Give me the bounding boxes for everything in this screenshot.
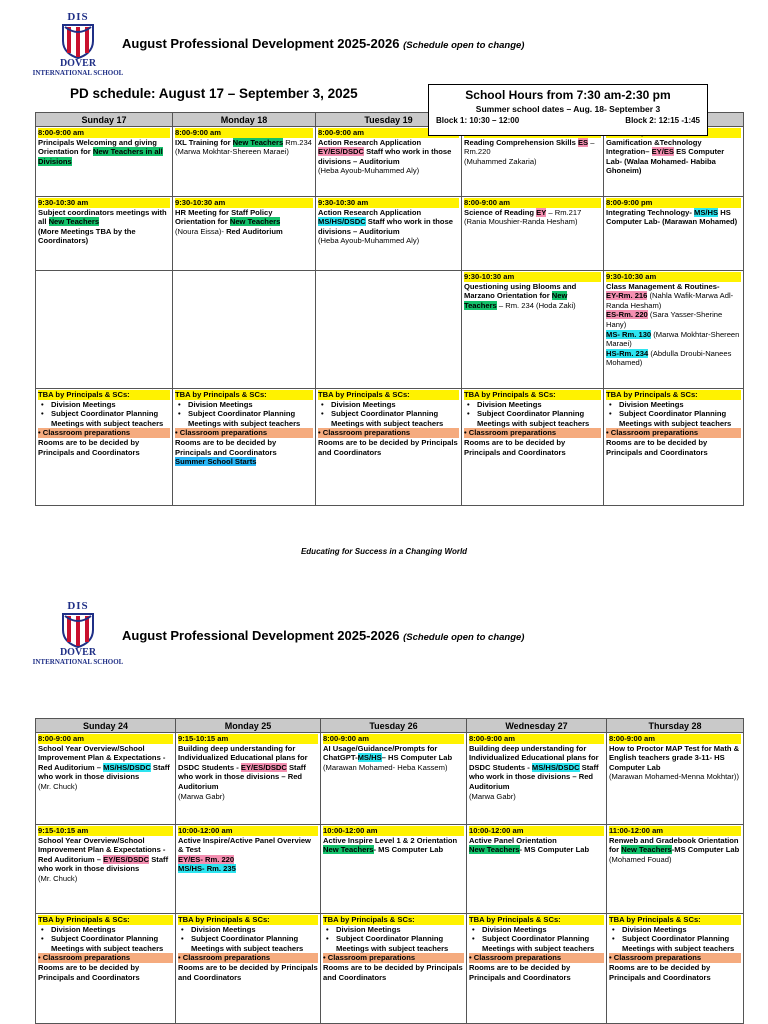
- list-item: • Subject Coordinator Planning Meetings with subject teachers: [622, 934, 741, 953]
- table-row: [36, 733, 744, 825]
- list-item: • Subject Coordinator Planning Meetings with subject teachers: [482, 934, 604, 953]
- tba-title: TBA by Principals & SCs:: [464, 390, 601, 400]
- classroom-prep: • Classroom preparations: [469, 953, 604, 963]
- session-title: Renweb and Gradebook Orientation for: [609, 835, 739, 855]
- session-cell: [604, 127, 744, 197]
- audience-highlight: MS/HS/DSDC: [318, 217, 366, 227]
- session-time: 8:00-9:00 am: [609, 734, 741, 744]
- audience-highlight: New Teachers in all Divisions: [38, 147, 163, 166]
- prep-label: Classroom preparations: [322, 428, 411, 438]
- tba-cell: [316, 389, 462, 506]
- audience-highlight: EY/ES/DSDC: [318, 147, 364, 157]
- audience-highlight: EY: [536, 207, 547, 217]
- tba-cell: [462, 389, 604, 506]
- session-time: 9:15-10:15 am: [38, 826, 173, 836]
- tba-cell: [173, 389, 316, 506]
- table-row: [36, 825, 744, 914]
- summer-dates: Summer school dates – Aug. 18- September 3: [475, 104, 661, 114]
- rooms-note: Rooms are to be decided by Principals and Coordinators: [606, 437, 708, 457]
- logo-intl-text: INTERNATIONAL SCHOOL: [32, 658, 124, 666]
- prep-label: Classroom preparations: [468, 428, 557, 438]
- block2-text: Block 2: 12:15 -1:45: [625, 116, 700, 125]
- tba-list: [323, 925, 464, 954]
- tba-cell: [36, 389, 173, 506]
- session-title: Principals Welcoming and giving Orientation for: [38, 137, 157, 157]
- list-item: • Subject Coordinator Planning Meetings with subject teachers: [477, 409, 601, 428]
- rooms-note: Rooms are to be decided by Principals and Coordinators: [323, 962, 463, 982]
- session-title: School Year Overview/School Improvement Plan & Expectations - Red Auditorium –: [38, 743, 166, 772]
- title-note: (Schedule open to change): [403, 40, 525, 51]
- rooms-note: Rooms are to be decided by Principals and Coordinators: [469, 962, 571, 982]
- audience-highlight: New Teachers: [229, 217, 281, 227]
- session-cell: [36, 197, 173, 271]
- session-detail: Staff who work in those divisions: [38, 762, 170, 782]
- session-cell: [173, 197, 316, 271]
- presenters: (Heba Ayoub-Muhammed Aly): [318, 166, 420, 176]
- list-item: • Subject Coordinator Planning Meetings with subject teachers: [188, 409, 313, 428]
- room-highlight: EY/ES- Rm. 220: [178, 854, 235, 864]
- list-item: • Subject Coordinator Planning Meetings with subject teachers: [51, 934, 173, 953]
- classroom-prep: • Classroom preparations: [323, 953, 464, 963]
- audience-highlight: ES: [577, 137, 589, 147]
- tba-title: TBA by Principals & SCs:: [469, 915, 604, 925]
- page-title: [122, 36, 524, 51]
- session-time: 8:00-9:00 am: [469, 734, 604, 744]
- tba-title: TBA by Principals & SCs:: [175, 390, 313, 400]
- session-cell: [607, 825, 744, 914]
- empty-cell: [36, 271, 173, 389]
- prep-label: Classroom preparations: [610, 428, 699, 438]
- presenters: (Mohamed Fouad): [609, 854, 672, 864]
- tba-cell: [36, 914, 176, 1024]
- session-detail: – Rm.217: [546, 207, 582, 217]
- classroom-prep: • Classroom preparations: [318, 428, 459, 438]
- list-item: • Subject Coordinator Planning Meetings with subject teachers: [619, 409, 741, 428]
- session-detail: (More Meetings TBA by the Coordinators): [38, 226, 136, 246]
- table-row: [36, 271, 744, 389]
- session-time: 8:00-9:00 am: [38, 734, 173, 744]
- tba-cell: [321, 914, 467, 1024]
- classroom-prep: • Classroom preparations: [38, 428, 170, 438]
- tba-cell: [607, 914, 744, 1024]
- presenters: (Noura Eissa)-: [175, 226, 227, 236]
- session-time: 8:00-9:00 am: [464, 198, 601, 208]
- empty-cell: [316, 271, 462, 389]
- audience-highlight: New Teachers: [464, 291, 568, 310]
- session-cell: [604, 197, 744, 271]
- audience-highlight: EY/ES/DSDC: [240, 762, 287, 772]
- audience-highlight: MS/HS: [694, 207, 719, 217]
- session-detail: HS Computer Lab- (Marawan Mohamed): [606, 207, 738, 227]
- session-cell: [321, 733, 467, 825]
- session-title: HR Meeting for Staff Policy Orientation for: [175, 207, 273, 227]
- tba-cell: [176, 914, 321, 1024]
- presenters: (Nahla Wafik-Marwa Adl-Randa Hesham): [606, 291, 734, 310]
- tba-title: TBA by Principals & SCs:: [38, 390, 170, 400]
- presenters: (Marwa Mokhtar-Shereen Maraei): [606, 329, 740, 349]
- week2-day-2: Monday 25: [176, 719, 321, 733]
- rooms-note: Rooms are to be decided by Principals and Coordinators: [175, 437, 277, 457]
- session-detail: Staff who work in those divisions – Red Auditorium: [178, 762, 306, 791]
- week2-day-3: Tuesday 26: [321, 719, 467, 733]
- week2-day-4: Wednesday 27: [467, 719, 607, 733]
- location: Red Auditorium: [226, 226, 283, 236]
- list-item: • Division Meetings: [51, 400, 170, 410]
- session-time: 8:00-9:00 am: [38, 128, 170, 138]
- audience-highlight: New Teachers: [232, 137, 284, 147]
- session-detail: - MS Computer Lab: [373, 845, 444, 855]
- school-logo: [22, 601, 134, 666]
- session-cell: [316, 197, 462, 271]
- list-item: • Subject Coordinator Planning Meetings with subject teachers: [191, 934, 318, 953]
- presenters: (Marwa Gabr): [178, 791, 225, 801]
- crest-icon: [61, 23, 95, 59]
- rooms-note: Rooms are to be decided by Principals and Coordinators: [464, 437, 566, 457]
- session-cell: [173, 127, 316, 197]
- tba-list: [38, 400, 170, 429]
- classroom-prep: • Classroom preparations: [609, 953, 741, 963]
- logo-dis-text: DIS: [67, 600, 89, 612]
- session-title: AI Usage/Guidance/Prompts for ChatGPT-: [323, 743, 438, 763]
- session-title: Active Inspire/Active Panel Overview & Test: [178, 835, 311, 855]
- list-item: • Subject Coordinator Planning Meetings with subject teachers: [336, 934, 464, 953]
- tba-cell: [604, 389, 744, 506]
- presenters: (Abdulla Droubi-Nanees Mohamed): [606, 348, 732, 368]
- crest-icon: [61, 612, 95, 648]
- classroom-prep: • Classroom preparations: [606, 428, 741, 438]
- logo-dover-text: DOVER: [59, 647, 97, 658]
- tba-list: [175, 400, 313, 429]
- classroom-prep: • Classroom preparations: [464, 428, 601, 438]
- session-cell: [462, 127, 604, 197]
- session-time: 8:00-9:00 pm: [606, 198, 741, 208]
- session-title: Questioning using Blooms and Marzano Orientation for: [464, 281, 577, 301]
- logo-intl-text: INTERNATIONAL SCHOOL: [32, 69, 124, 77]
- prep-label: Classroom preparations: [327, 953, 416, 963]
- list-item: • Division Meetings: [188, 400, 313, 410]
- session-title: Action Research Application: [318, 207, 422, 217]
- classroom-prep: • Classroom preparations: [38, 953, 173, 963]
- session-time: 10:00-12:00 am: [323, 826, 464, 836]
- tba-list: [469, 925, 604, 954]
- tba-list: [609, 925, 741, 954]
- audience-highlight: New Teachers: [323, 845, 374, 855]
- audience-highlight: New Teachers: [48, 217, 100, 227]
- title-note: (Schedule open to change): [403, 632, 525, 643]
- tba-list: [38, 925, 173, 954]
- hours-title: School Hours from 7:30 am-2:30 pm: [465, 88, 671, 102]
- week2-table: [35, 718, 744, 1024]
- prep-label: Classroom preparations: [613, 953, 702, 963]
- session-detail: Staff who work in those divisions – Auditorium: [318, 147, 452, 166]
- week1-day-1: Sunday 17: [36, 113, 173, 127]
- title-text: August Professional Development 2025-2026: [122, 36, 400, 51]
- presenters: (Heba Ayoub-Muhammed Aly): [318, 236, 420, 246]
- tba-cell: [467, 914, 607, 1024]
- session-time: 9:15-10:15 am: [178, 734, 318, 744]
- school-logo: [22, 12, 134, 77]
- session-title: Subject coordinators meetings with all: [38, 207, 167, 227]
- room-highlight: MS- Rm. 130: [606, 329, 652, 339]
- tba-title: TBA by Principals & SCs:: [178, 915, 318, 925]
- tba-title: TBA by Principals & SCs:: [323, 915, 464, 925]
- tba-title: TBA by Principals & SCs:: [318, 390, 459, 400]
- logo-dover-text: DOVER: [59, 58, 97, 69]
- audience-highlight: New Teachers: [469, 845, 520, 855]
- session-detail: – Rm.220: [464, 137, 595, 157]
- rooms-note: Rooms are to be decided by Principals and Coordinators: [38, 962, 140, 982]
- session-detail: -MS Computer Lab: [671, 845, 740, 855]
- week2-day-5: Thursday 28: [607, 719, 744, 733]
- session-title: Active Inspire Level 1 & 2 Orientation: [323, 835, 458, 845]
- session-title: IXL Training for: [175, 137, 233, 147]
- session-title: Building deep understanding for Individualized Educational plans for DSDC Students -: [469, 743, 599, 772]
- list-item: • Division Meetings: [51, 925, 173, 935]
- session-time: 10:00-12:00 am: [469, 826, 604, 836]
- presenters: (Muhammed Zakaria): [464, 156, 537, 166]
- table-row: [36, 914, 744, 1024]
- session-cell: [607, 733, 744, 825]
- session-cell: [467, 825, 607, 914]
- audience-highlight: EY/ES: [651, 147, 674, 157]
- session-cell: [316, 127, 462, 197]
- tba-title: TBA by Principals & SCs:: [606, 390, 741, 400]
- table-row: [36, 127, 744, 197]
- room-highlight: MS/HS- Rm. 235: [178, 864, 236, 874]
- session-detail: Staff who work in those divisions – Red Auditorium: [469, 762, 599, 791]
- session-cell: [604, 271, 744, 389]
- block1-text: Block 1: 10:30 – 12:00: [436, 116, 520, 125]
- session-detail: – Rm. 234 (Hoda Zaki): [496, 300, 576, 310]
- logo-dis-text: DIS: [67, 11, 89, 23]
- session-detail: Staff who work in those divisions: [38, 854, 169, 874]
- audience-highlight: EY/ES/DSDC: [103, 854, 150, 864]
- presenters: (Rania Moushier-Randa Hesham): [464, 217, 578, 227]
- session-title: Active Panel Orientation: [469, 835, 557, 845]
- classroom-prep: • Classroom preparations: [178, 953, 318, 963]
- school-hours-box: [428, 84, 708, 136]
- session-time: 8:00-9:00 am: [175, 128, 313, 138]
- week1-table: [35, 112, 744, 506]
- presenters: (Marawan Mohamed- Heba Kassem): [323, 762, 448, 772]
- session-detail: Staff who work in those divisions – Auditorium: [318, 217, 454, 236]
- audience-highlight: MS/HS/DSDC: [103, 762, 151, 772]
- table-row: [36, 389, 744, 506]
- session-title: Gamification &Technology Integration–: [606, 137, 702, 157]
- session-time: 10:00-12:00 am: [178, 826, 318, 836]
- list-item: • Division Meetings: [619, 400, 741, 410]
- session-title: Integrating Technology-: [606, 207, 695, 217]
- list-item: • Division Meetings: [331, 400, 459, 410]
- title-text: August Professional Development 2025-2026: [122, 628, 400, 643]
- list-item: • Subject Coordinator Planning Meetings with subject teachers: [331, 409, 459, 428]
- audience-highlight: New Teachers: [621, 845, 672, 855]
- prep-label: Classroom preparations: [182, 953, 271, 963]
- tba-list: [464, 400, 601, 429]
- rooms-note: Rooms are to be decided by Principals and Coordinators: [609, 962, 711, 982]
- audience-highlight: MS/HS: [357, 753, 382, 763]
- pd-schedule-heading: PD schedule: August 17 – September 3, 2025: [70, 86, 358, 101]
- list-item: • Division Meetings: [336, 925, 464, 935]
- session-detail: – HS Computer Lab: [381, 753, 453, 763]
- session-cell: [176, 733, 321, 825]
- presenters: (Marawan Mohamed-Menna Mokhtar)): [609, 772, 739, 782]
- session-cell: [36, 825, 176, 914]
- prep-label: Classroom preparations: [473, 953, 562, 963]
- session-detail: Rm.234 (Marwa Mokhtar-Shereen Maraei): [175, 137, 312, 157]
- tba-list: [318, 400, 459, 429]
- session-time: 9:30-10:30 am: [175, 198, 313, 208]
- tba-list: [178, 925, 318, 954]
- table-row: [36, 197, 744, 271]
- list-item: • Division Meetings: [482, 925, 604, 935]
- tba-list: [606, 400, 741, 429]
- session-title: Action Research Application: [318, 137, 422, 147]
- session-time: 9:30-10:30 am: [38, 198, 170, 208]
- session-cell: [176, 825, 321, 914]
- list-item: • Division Meetings: [191, 925, 318, 935]
- list-item: • Division Meetings: [622, 925, 741, 935]
- prep-label: Classroom preparations: [42, 428, 131, 438]
- room-highlight: HS-Rm. 234: [606, 348, 649, 358]
- audience-highlight: MS/HS/DSDC: [531, 762, 580, 772]
- prep-label: Classroom preparations: [42, 953, 131, 963]
- session-cell: [462, 197, 604, 271]
- session-time: 9:30-10:30 am: [606, 272, 741, 282]
- session-time: 11:00-12:00 am: [609, 826, 741, 836]
- session-title: How to Proctor MAP Test for Math & English teachers grade 3-11- HS Computer Lab: [609, 743, 740, 772]
- session-cell: [36, 127, 173, 197]
- rooms-note: Rooms are to be decided by Principals and Coordinators: [318, 437, 458, 457]
- presenters: (Sara Yasser-Sherine Hany): [606, 310, 723, 329]
- session-detail: - MS Computer Lab: [519, 845, 590, 855]
- room-highlight: EY-Rm. 216: [606, 291, 648, 301]
- room-highlight: ES-Rm. 220: [606, 310, 648, 320]
- rooms-note: Rooms are to be decided by Principals and Coordinators: [178, 962, 318, 982]
- session-cell: [321, 825, 467, 914]
- presenters: (Mr. Chuck): [38, 873, 78, 883]
- session-time: 9:30-10:30 am: [464, 272, 601, 282]
- summer-school-badge: Summer School Starts: [175, 457, 257, 467]
- session-title: Science of Reading: [464, 207, 537, 217]
- session-time: 8:00-9:00 am: [318, 128, 459, 138]
- session-cell: [462, 271, 604, 389]
- session-cell: [36, 733, 176, 825]
- classroom-prep: • Classroom preparations: [175, 428, 313, 438]
- tba-title: TBA by Principals & SCs:: [38, 915, 173, 925]
- list-item: • Division Meetings: [477, 400, 601, 410]
- session-title: Class Management & Routines-: [606, 281, 720, 291]
- session-time: 9:30-10:30 am: [318, 198, 459, 208]
- list-item: • Subject Coordinator Planning Meetings with subject teachers: [51, 409, 170, 428]
- session-title: School Year Overview/School Improvement Plan & Expectations - Red Auditorium –: [38, 835, 166, 864]
- session-title: Building deep understanding for Individualized Educational plans for DSDC Students -: [178, 743, 308, 772]
- presenters: (Mr. Chuck): [38, 781, 78, 791]
- empty-cell: [173, 271, 316, 389]
- rooms-note: Rooms are to be decided by Principals and Coordinators: [38, 437, 140, 457]
- page-title: [122, 628, 524, 643]
- session-detail: ES Computer Lab- (Walaa Mohamed- Habiba Ghoneim): [606, 147, 725, 176]
- session-title: Reading Comprehension Skills: [464, 137, 578, 147]
- week1-day-2: Monday 18: [173, 113, 316, 127]
- blocks-row: [429, 116, 707, 125]
- presenters: (Marwa Gabr): [469, 791, 516, 801]
- week1-day-3: Tuesday 19: [316, 113, 462, 127]
- page-footer: Educating for Success in a Changing World: [300, 547, 468, 556]
- week2-header-row: [36, 719, 744, 733]
- prep-label: Classroom preparations: [179, 428, 268, 438]
- tba-title: TBA by Principals & SCs:: [609, 915, 741, 925]
- session-time: 8:00-9:00 am: [323, 734, 464, 744]
- week2-day-1: Sunday 24: [36, 719, 176, 733]
- session-cell: [467, 733, 607, 825]
